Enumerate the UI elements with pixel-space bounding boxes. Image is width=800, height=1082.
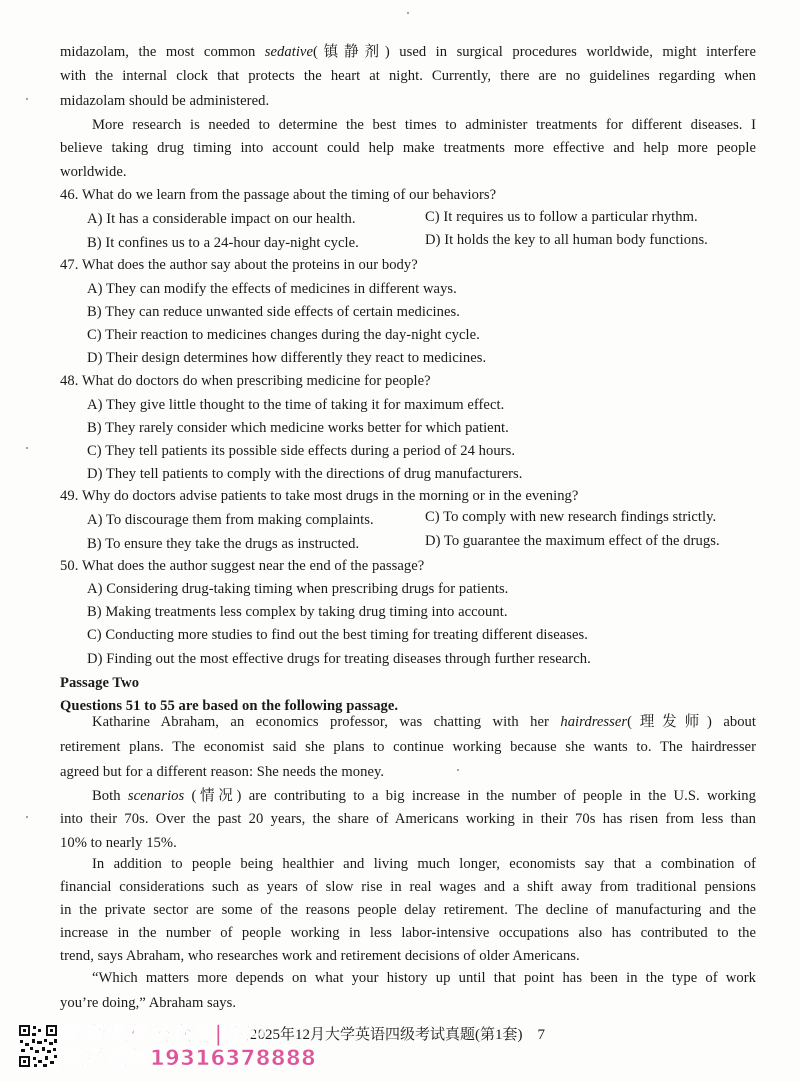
answer-option: D) Their design determines how differently they react to medicines. [87, 350, 487, 366]
page-number: 7 [537, 1027, 545, 1043]
passage-one-line: midazolam should be administered. [60, 93, 270, 109]
answer-option: C) Their reaction to medicines changes during the day-night cycle. [87, 327, 480, 343]
answer-option: B) They can reduce unwanted side effects of certain medicines. [87, 304, 460, 320]
answer-option: B) It confines us to a 24-hour day-night cycle. [87, 235, 359, 251]
passage-two-line: Katharine Abraham, an economics professor, was chatting with her hairdresser(理发师) about [92, 714, 756, 730]
passage-one-line: with the internal clock that protects the heart at night. Currently, there are no guidelines regarding when [60, 68, 756, 84]
passage-two-line: “Which matters more depends on what your history up until that point has been in the type of work [92, 970, 756, 986]
passage-two-line: in the private sector are some of the reasons people delay retirement. The decline of manufacturing and the [60, 902, 756, 918]
answer-option: D) Finding out the most effective drugs for treating diseases through further research. [87, 651, 591, 667]
passage-two-line: into their 70s. Over the past 20 years, the share of Americans working in their 70s has risen from less than [60, 811, 756, 827]
question-stem: 49. Why do doctors advise patients to take most drugs in the morning or in the evening? [60, 488, 579, 504]
passage-one-line: believe taking drug timing into account could help make treatments more effective and help more people [60, 140, 756, 156]
scan-speck [26, 816, 28, 818]
passage-two-line: retirement plans. The economist said she plans to continue working because she wants to. The hairdresser [60, 739, 756, 755]
watermark-line: 配套课程公众号|还冲 [64, 1022, 266, 1046]
answer-option: C) It requires us to follow a particular rhythm. [425, 209, 698, 225]
page-footer: 2025年12月大学英语四级考试真题(第1套) 7 [250, 1027, 545, 1043]
passage-two-line: 10% to nearly 15%. [60, 835, 177, 851]
section-heading: Passage Two [60, 675, 140, 691]
passage-one-line: More research is needed to determine the best times to administer treatments for different diseases. I [92, 117, 756, 133]
section-instruction: Questions 51 to 55 are based on the following passage. [60, 698, 399, 714]
answer-option: B) They rarely consider which medicine works better for which patient. [87, 420, 509, 436]
answer-option: A) Considering drug-taking timing when prescribing drugs for patients. [87, 581, 509, 597]
passage-two-line: you’re doing,” Abraham says. [60, 995, 237, 1011]
answer-option: D) It holds the key to all human body functions. [425, 232, 708, 248]
scan-speck [457, 769, 459, 771]
question-stem: 47. What does the author say about the proteins in our body? [60, 257, 418, 273]
answer-option: B) Making treatments less complex by taking drug timing into account. [87, 604, 508, 620]
question-stem: 48. What do doctors do when prescribing medicine for people? [60, 373, 431, 389]
answer-option: A) They can modify the effects of medicines in different ways. [87, 281, 457, 297]
passage-two-line: agreed but for a different reason: She needs the money. [60, 764, 385, 780]
question-stem: 46. What do we learn from the passage about the timing of our behaviors? [60, 187, 497, 203]
answer-option: C) They tell patients its possible side effects during a period of 24 hours. [87, 443, 516, 459]
qr-code-icon [18, 1024, 58, 1068]
answer-option: C) Conducting more studies to find out the best timing for treating different diseases. [87, 627, 588, 643]
scan-speck [407, 12, 409, 14]
passage-one-line: worldwide. [60, 164, 127, 180]
question-stem: 50. What does the author suggest near the end of the passage? [60, 558, 425, 574]
answer-option: A) To discourage them from making complaints. [87, 512, 374, 528]
answer-option: C) To comply with new research findings strictly. [425, 509, 717, 525]
answer-option: A) They give little thought to the time of taking it for maximum effect. [87, 397, 505, 413]
answer-option: D) To guarantee the maximum effect of the drugs. [425, 533, 720, 549]
passage-two-line: financial considerations such as years of slow rise in real wages and a shift away from traditional pensions [60, 879, 756, 895]
passage-one-line: midazolam, the most common sedative(镇静剂) used in surgical procedures worldwide, might interfere [60, 44, 756, 60]
answer-option: B) To ensure they take the drugs as instructed. [87, 536, 360, 552]
passage-two-line: In addition to people being healthier and living much longer, economists say that a combination of [92, 856, 756, 872]
passage-two-line: Both scenarios (情况) are contributing to a big increase in the number of people in the U.S. working [92, 788, 756, 804]
answer-option: D) They tell patients to comply with the directions of drug manufacturers. [87, 466, 523, 482]
scan-speck [26, 98, 28, 100]
answer-option: A) It has a considerable impact on our health. [87, 211, 356, 227]
scan-speck [26, 447, 28, 449]
passage-two-line: increase in the number of people working in less labor-intensive occupations also has contributed to the [60, 925, 756, 941]
passage-two-line: trend, says Abraham, who researches work and retirement decisions of older Americans. [60, 948, 580, 964]
watermark-line: 联系微信19316378888 [64, 1046, 317, 1070]
